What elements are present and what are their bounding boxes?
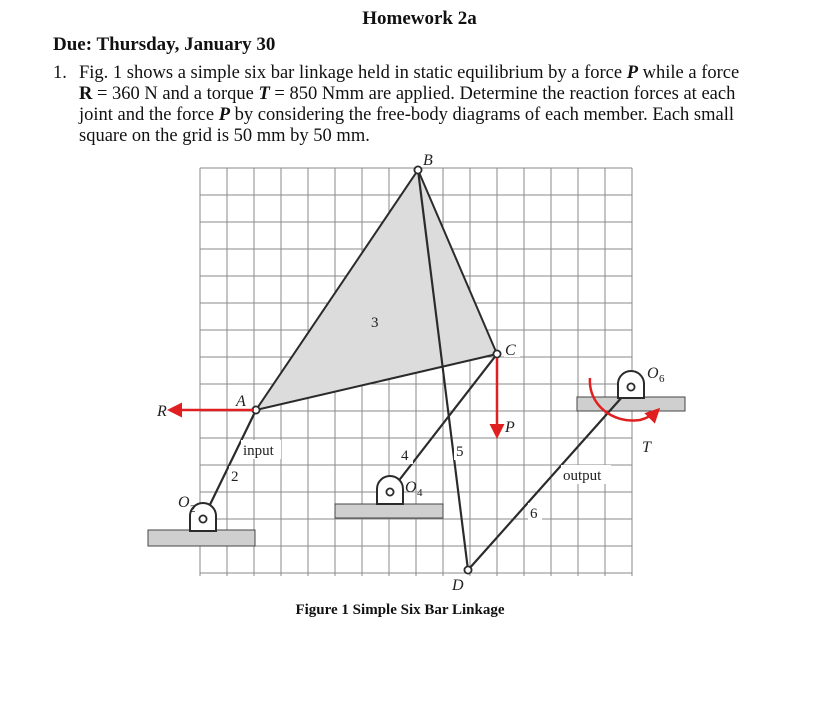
label-link-5: 5 bbox=[456, 444, 464, 460]
label-link-4: 4 bbox=[401, 448, 409, 464]
force-p-symbol: P bbox=[626, 63, 639, 83]
joint-o2 bbox=[199, 515, 206, 522]
label-p: P bbox=[505, 419, 515, 436]
label-d: D bbox=[452, 577, 464, 594]
label-o4: O bbox=[405, 479, 417, 496]
label-a: A bbox=[236, 393, 246, 410]
label-output: output bbox=[563, 468, 602, 484]
label-r: R bbox=[157, 403, 167, 420]
force-r-symbol: R bbox=[79, 84, 93, 104]
torque-t-symbol: T bbox=[258, 84, 270, 104]
joint-d bbox=[464, 566, 471, 573]
label-link-6: 6 bbox=[530, 506, 538, 522]
homework-title: Homework 2a bbox=[362, 8, 477, 29]
problem-text-segment: while a force bbox=[638, 63, 740, 83]
label-o6-subscript: 6 bbox=[659, 373, 665, 385]
label-t: T bbox=[642, 439, 651, 456]
label-link-2: 2 bbox=[231, 469, 239, 485]
label-o4-subscript: 4 bbox=[417, 487, 423, 499]
problem-number: 1. bbox=[53, 63, 67, 83]
label-o2-subscript: 2 bbox=[190, 503, 196, 515]
joint-b bbox=[414, 166, 421, 173]
link-3-triangle bbox=[256, 170, 497, 410]
force-p-symbol: P bbox=[218, 105, 231, 125]
problem-text-segment: by considering the free-body diagrams of each member. Each small square on the grid is 50 mm by 50 mm. bbox=[79, 105, 734, 146]
label-input: input bbox=[243, 443, 274, 459]
joint-o6 bbox=[627, 383, 634, 390]
ground-base-o2 bbox=[148, 530, 255, 546]
label-o6: O bbox=[647, 365, 659, 382]
joint-o4 bbox=[386, 488, 393, 495]
label-b: B bbox=[423, 152, 433, 169]
problem-text-segment: = 850 Nmm are applied. Determine the reaction forces at each joint and the force bbox=[79, 84, 736, 125]
problem-text-segment: Fig. 1 shows a simple six bar linkage held in static equilibrium by a force bbox=[79, 63, 627, 83]
due-date: Due: Thursday, January 30 bbox=[53, 34, 276, 55]
joint-c bbox=[493, 350, 500, 357]
ground-base-o4 bbox=[335, 504, 443, 518]
problem-text-segment: = 360 N and a torque bbox=[92, 84, 259, 104]
figure-caption: Figure 1 Simple Six Bar Linkage bbox=[295, 602, 505, 618]
label-link-3: 3 bbox=[371, 315, 379, 331]
label-o2: O bbox=[178, 494, 190, 511]
label-c: C bbox=[505, 342, 516, 359]
